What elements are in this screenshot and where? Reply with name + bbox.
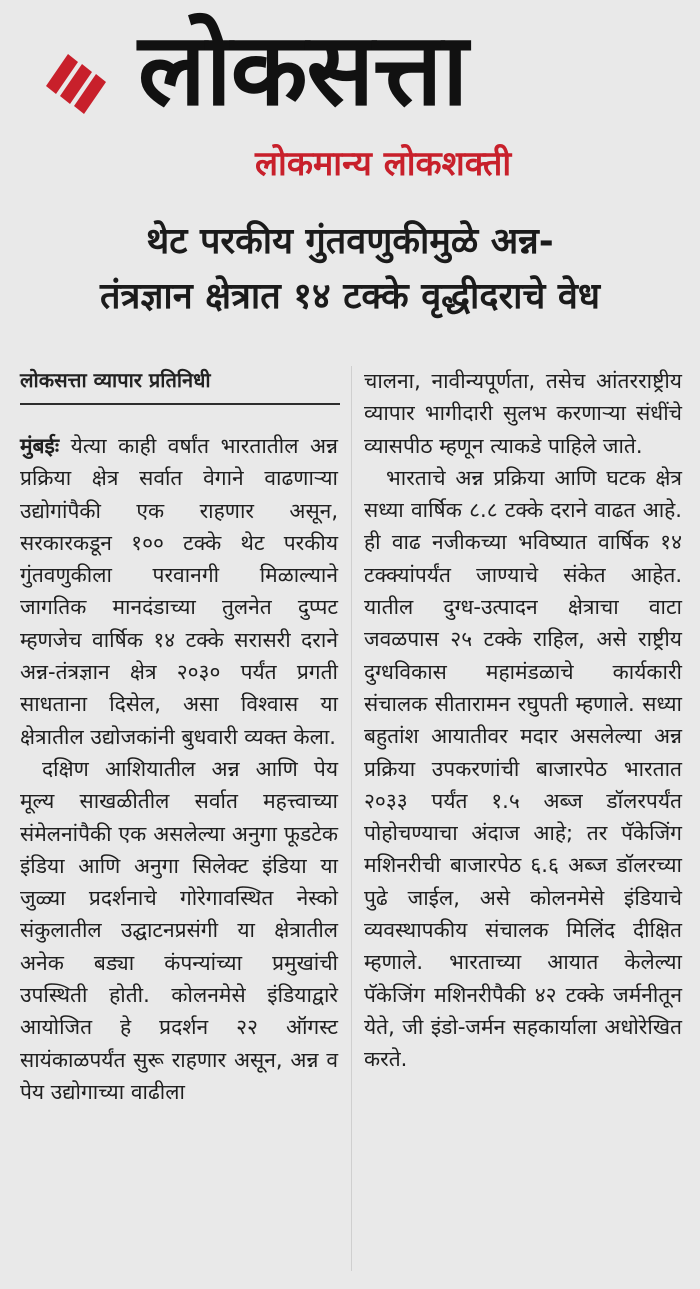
article-paragraph: भारताचे अन्न प्रक्रिया आणि घटक क्षेत्र सध्या वार्षिक ८.८ टक्के दराने वाढत आहे. ही वाढ नजीकच्या भविष्यात वार्षिक १४ टक्क्यांपर्यंत जाण्याचे संकेत आहेत. यातील दुग्ध-उत्पादन क्षेत्राचा वाटा जवळपास २५ टक्के राहिल, असे राष्ट्रीय दुग्धविकास महामंडळाचे कार्यकारी संचालक सीतारामन रघुपती म्हणाले. सध्या बहुतांश आयातीवर मदार असलेल्या अन्न प्रक्रिया उपकरणांची बाजारपेठ भारतात २०३३ पर्यंत १.५ अब्ज डॉलरपर्यंत पोहोचण्याचा अंदाज आहे; तर पॅकेजिंग मशिनरीची बाजारपेठ ६.६ अब्ज डॉलरच्या पुढे जाईल, असे कोलनमेसे इंडियाचे व्यवस्थापकीय संचालक मिलिंद दीक्षित म्हणाले. भारताच्या आयात केलेल्या पॅकेजिंग मशिनरीपैकी ४२ टक्के जर्मनीतून येते, जी इंडो-जर्मन सहकार्याला अधोरेखित करते. <box>364 465 682 1072</box>
headline-line-1: थेट परकीय गुंतवणुकीमुळे अन्न- <box>146 221 554 262</box>
article-column-right <box>364 365 682 1076</box>
column-divider <box>351 366 352 1271</box>
headline-line-2: तंत्रज्ञान क्षेत्रात १४ टक्के वृद्धीदराचे वेध <box>99 276 601 317</box>
newspaper-logo-icon <box>44 50 124 114</box>
newspaper-title: लोकसत्ता <box>138 11 468 128</box>
masthead <box>0 0 700 195</box>
article-column-left <box>20 430 338 1108</box>
article-paragraph <box>20 430 338 753</box>
dateline: मुंबईः <box>20 434 60 458</box>
paragraph-text: येत्या काही वर्षांत भारतातील अन्न प्रक्रिया क्षेत्र सर्वात वेगाने वाढणाऱ्या उद्योगांपैकी एक राहणार असून, सरकारकडून १०० टक्के थेट परकीय गुंतवणुकीला परवानगी मिळाल्याने जागतिक मानदंडाच्या तुलनेत दुप्पट म्हणजेच वार्षिक १४ टक्के सरासरी दराने अन्न-तंत्रज्ञान क्षेत्र २०३० पर्यंत प्रगती साधताना दिसेल, असा विश्वास या क्षेत्रातील उद्योजकांनी बुधवारी व्यक्त केला. <box>20 434 338 749</box>
article-paragraph-continued: चालना, नावीन्यपूर्णता, तसेच आंतरराष्ट्रीय व्यापार भागीदारी सुलभ करणाऱ्या संधींचे व्यासपीठ म्हणून त्याकडे पाहिले जाते. <box>364 369 682 458</box>
newspaper-tagline: लोकमान्य लोकशक्ती <box>255 144 512 184</box>
article-headline <box>12 214 688 324</box>
article-paragraph: दक्षिण आशियातील अन्न आणि पेय मूल्य साखळीतील सर्वात महत्त्वाच्या संमेलनांपैकी एक असलेल्या अनुगा फूडटेक इंडिया आणि अनुगा सिलेक्ट इंडिया या जुळ्या प्रदर्शनाचे गोरेगावस्थित नेस्को संकुलातील उद्घाटनप्रसंगी या क्षेत्रातील अनेक बड्या कंपन्यांच्या प्रमुखांची उपस्थिती होती. कोलनमेसे इंडियाद्वारे आयोजित हे प्रदर्शन २२ ऑगस्ट सायंकाळपर्यंत सुरू राहणार असून, अन्न व पेय उद्योगाच्या वाढीला <box>20 756 338 1104</box>
article-byline: लोकसत्ता व्यापार प्रतिनिधी <box>20 365 340 405</box>
